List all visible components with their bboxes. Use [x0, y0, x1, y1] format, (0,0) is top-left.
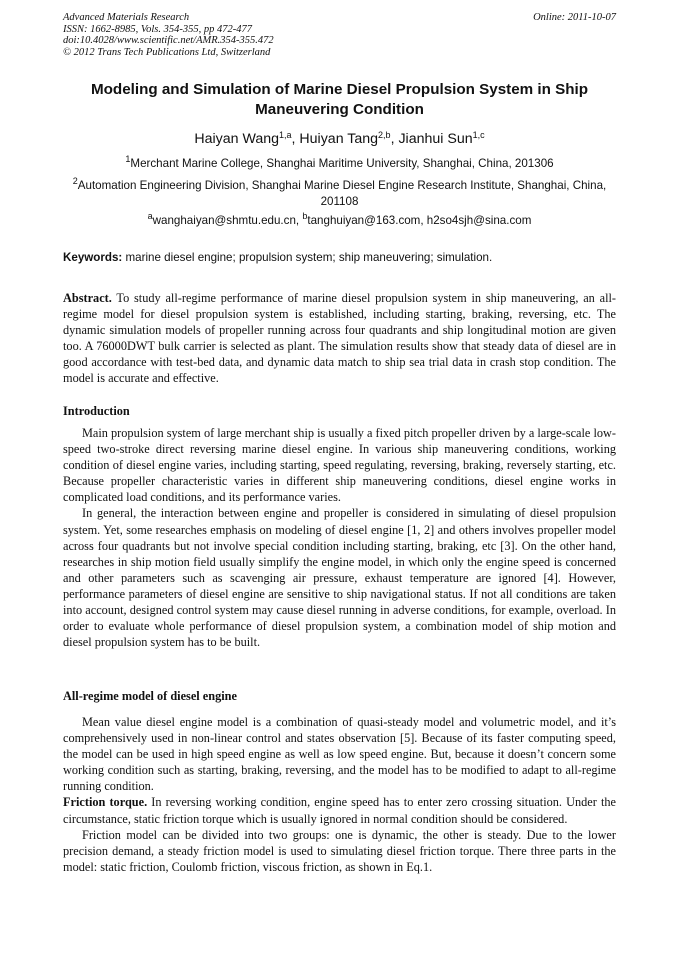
section-heading-introduction: Introduction	[63, 404, 130, 418]
affiliation-superscript: 1	[125, 154, 131, 164]
abstract-label: Abstract.	[63, 291, 112, 305]
body-paragraph: In general, the interaction between engine and propeller is considered in simulating of diesel propulsion system. Yet, some researches emphasis on modeling of diesel engine [1, 2] and others involves propeller model across four quadrants but not involve special condition including starting, braking, etc [3]. On the other hand, researches in ship motion field usually simplify the engine model, in which only the engine speed is concerned and other parameters such as scavenging air pressure, exhaust temperature are ignored [4]. However, performance parameters of diesel engine are sensitive to ship navigational status. If not all conditions are taken into account, designed control system may cause diesel running in adverse conditions, for example, overload. In order to evaluate whole performance of diesel propulsion system, a combination model of ship motion and diesel propulsion system has to be built.	[63, 506, 616, 650]
doi-line: doi:10.4028/www.scientific.net/AMR.354-355.472	[63, 35, 274, 47]
keywords-text: marine diesel engine; propulsion system; ship maneuvering; simulation.	[125, 251, 493, 264]
affiliation-superscript: 2	[72, 176, 78, 186]
abstract-text: To study all-regime performance of marine diesel propulsion system in ship maneuvering, an all-regime model for diesel propulsion system is established, including starting, braking, reversing, etc. The dynamic simulation models of propeller running across four quadrants and ship longitudinal motion are given too. A 76000DWT bulk carrier is selected as plant. The simulation results show that steady data of diesel are in good accordance with test-bed data, and dynamic data match to ship sea trial data in crash stop condition. The model is accurate and effective.	[63, 291, 616, 386]
author-superscript: 1,c	[472, 130, 485, 140]
online-date: Online: 2011-10-07	[533, 12, 616, 23]
email-superscript: a	[147, 211, 153, 221]
subsection-label: Friction torque.	[63, 795, 148, 810]
affiliation-text: Automation Engineering Division, Shanghai Marine Diesel Engine Research Institute, Shanghai, China, 201108	[77, 179, 607, 208]
author-name: Haiyan Wang	[194, 131, 280, 147]
email-link[interactable]: tanghuiyan@163.com, h2so4sjh@sina.com	[307, 214, 532, 227]
keywords-label: Keywords:	[63, 251, 123, 264]
issn-line: ISSN: 1662-8985, Vols. 354-355, pp 472-477	[63, 23, 252, 35]
body-paragraph: Mean value diesel engine model is a combination of quasi-steady model and volumetric model, and it’s comprehensively used in non-linear control and states observation [5]. Because of its faster computing speed, the model can be used in high speed engine as well as low speed engine. But, because it doesn’t concern some working condition such as starting, braking, reversing, and the model has to be modified to adapt to all-regime running condition.	[63, 715, 616, 794]
author-superscript: 1,a	[279, 130, 292, 140]
body-paragraph: Friction model can be divided into two groups: one is dynamic, the other is steady. Due to the lower precision demand, a steady friction model is used to simulating diesel friction torque. There three parts in the model: static friction, Coulomb friction, viscous friction, as shown in Eq.1.	[63, 827, 616, 874]
author-name: Huiyan Tang	[299, 131, 379, 147]
body-paragraph	[63, 794, 616, 826]
email-superscript: b	[302, 211, 308, 221]
author-superscript: 2,b	[378, 130, 391, 140]
keywords-line	[63, 250, 616, 265]
author-name: Jianhui Sun	[398, 131, 473, 147]
journal-header	[63, 12, 616, 58]
copyright-line: © 2012 Trans Tech Publications Ltd, Switzerland	[63, 46, 271, 58]
affiliation-1	[63, 156, 616, 172]
paper-title: Modeling and Simulation of Marine Diesel Propulsion System in Ship Maneuvering Condition	[90, 81, 589, 118]
author-emails	[63, 213, 616, 229]
affiliation-text: Merchant Marine College, Shanghai Maritime University, Shanghai, China, 201306	[130, 157, 554, 170]
journal-name: Advanced Materials Research	[63, 12, 190, 23]
affiliation-2	[63, 178, 616, 209]
introduction-body	[63, 425, 616, 650]
email-link[interactable]: wanghaiyan@shmtu.edu.cn,	[152, 214, 300, 227]
section-heading-all-regime-model: All-regime model of diesel engine	[63, 689, 237, 703]
abstract-paragraph	[63, 290, 616, 387]
author-list: Haiyan Wang$^{1,a}$, Huiyan Tang$^{2,b}$, Jianhui Sun$^{1,c}$	[194, 130, 485, 147]
paragraph-text: In reversing working condition, engine speed has to enter zero crossing situation. Under the circumstance, static friction torque which is usually ignored in normal condition should be considered.	[63, 795, 616, 826]
body-paragraph: Main propulsion system of large merchant ship is usually a fixed pitch propeller driven by a large-scale low-speed two-stroke direct reversing marine diesel engine. In various ship maneuvering conditions, working condition of diesel engine varies, including starting, speed regulating, reversing, braking, reversely starting, etc. Because propeller characteristic varies in different ship maneuvering conditions, diesel engine works in complicated load conditions, and its performance varies.	[63, 426, 616, 505]
section2-body	[63, 714, 616, 875]
